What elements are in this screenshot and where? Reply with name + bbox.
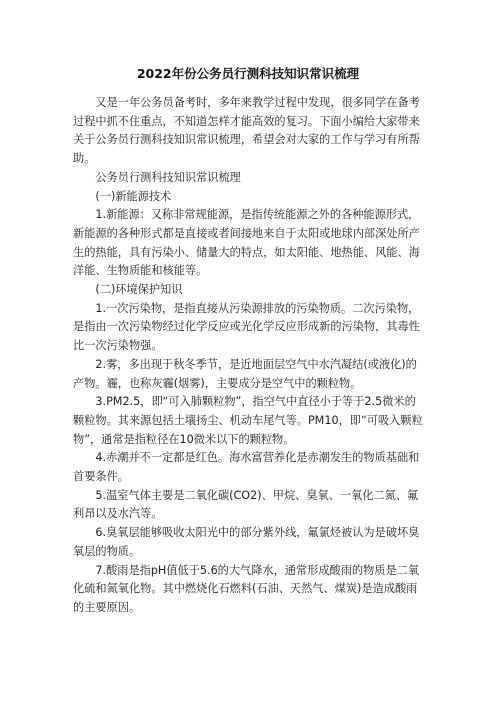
- paragraph-ozone-layer: 6.臭氧层能够吸收太阳光中的部分紫外线，氟氯烃被认为是破坏臭氧层的物质。: [73, 526, 420, 558]
- section-heading: 公务员行测科技知识常识梳理: [95, 170, 241, 184]
- paragraph-new-energy: 1.新能源：又称非常规能源，是指传统能源之外的各种能源形式，新能源的各种形式都是直接或者间接地来自于太阳或地球内部深处所产生的热能，具有污染小、储量大的特点，如太阳能、地热能、风能、海洋能、生物质能和核能等。: [73, 208, 420, 278]
- document-body: [73, 94, 425, 618]
- paragraph-acid-rain: 7.酸雨是指pH值低于5.6的大气降水，通常形成酸雨的物质是二氧化硫和氮氧化物。其中燃烧化石燃料(石油、天然气、煤炭)是造成酸雨的主要原因。: [73, 563, 420, 614]
- paragraph-greenhouse-gases: 5.温室气体主要是二氧化碳(CO2)、甲烷、臭氧、一氧化二氮、氟利昂以及水汽等。: [73, 488, 419, 521]
- intro-paragraph: 又是一年公务员备考时，多年来教学过程中发现，很多同学在备考过程中抓不住重点，不知道怎样才能高效的复习。下面小编给大家带来关于公务员行测科技知识常识梳理，希望会对大家的工作与学习有所帮助。: [73, 96, 420, 166]
- paragraph-pollutants: 1.一次污染物，是指直接从污染源排放的污染物质。二次污染物，是指由一次污染物经过化学反应或光化学反应形成新的污染物，其毒性比一次污染物强。: [73, 301, 420, 353]
- paragraph-red-tide: 4.赤潮并不一定都是红色。海水富营养化是赤潮发生的物质基础和首要条件。: [73, 451, 420, 484]
- subsection-heading-new-energy: (一)新能源技术: [95, 189, 172, 203]
- paragraph-pm25: 3.PM2.5，即“可入肺颗粒物”，指空气中直径小于等于2.5微米的颗粒物。其来源包括土壤扬尘、机动车尾气等。PM10，即“可吸入颗粒物”，通常是指粒径在10微米以下的颗粒物。: [73, 395, 423, 446]
- document-title: 2022年份公务员行测科技知识常识梳理: [136, 66, 360, 81]
- paragraph-fog-haze: 2.雾，多出现于秋冬季节，是近地面层空气中水汽凝结(或液化)的产物。霾，也称灰霾(烟雾)，主要成分是空气中的颗粒物。: [73, 357, 417, 390]
- subsection-heading-environment: (二)环境保护知识: [95, 283, 183, 297]
